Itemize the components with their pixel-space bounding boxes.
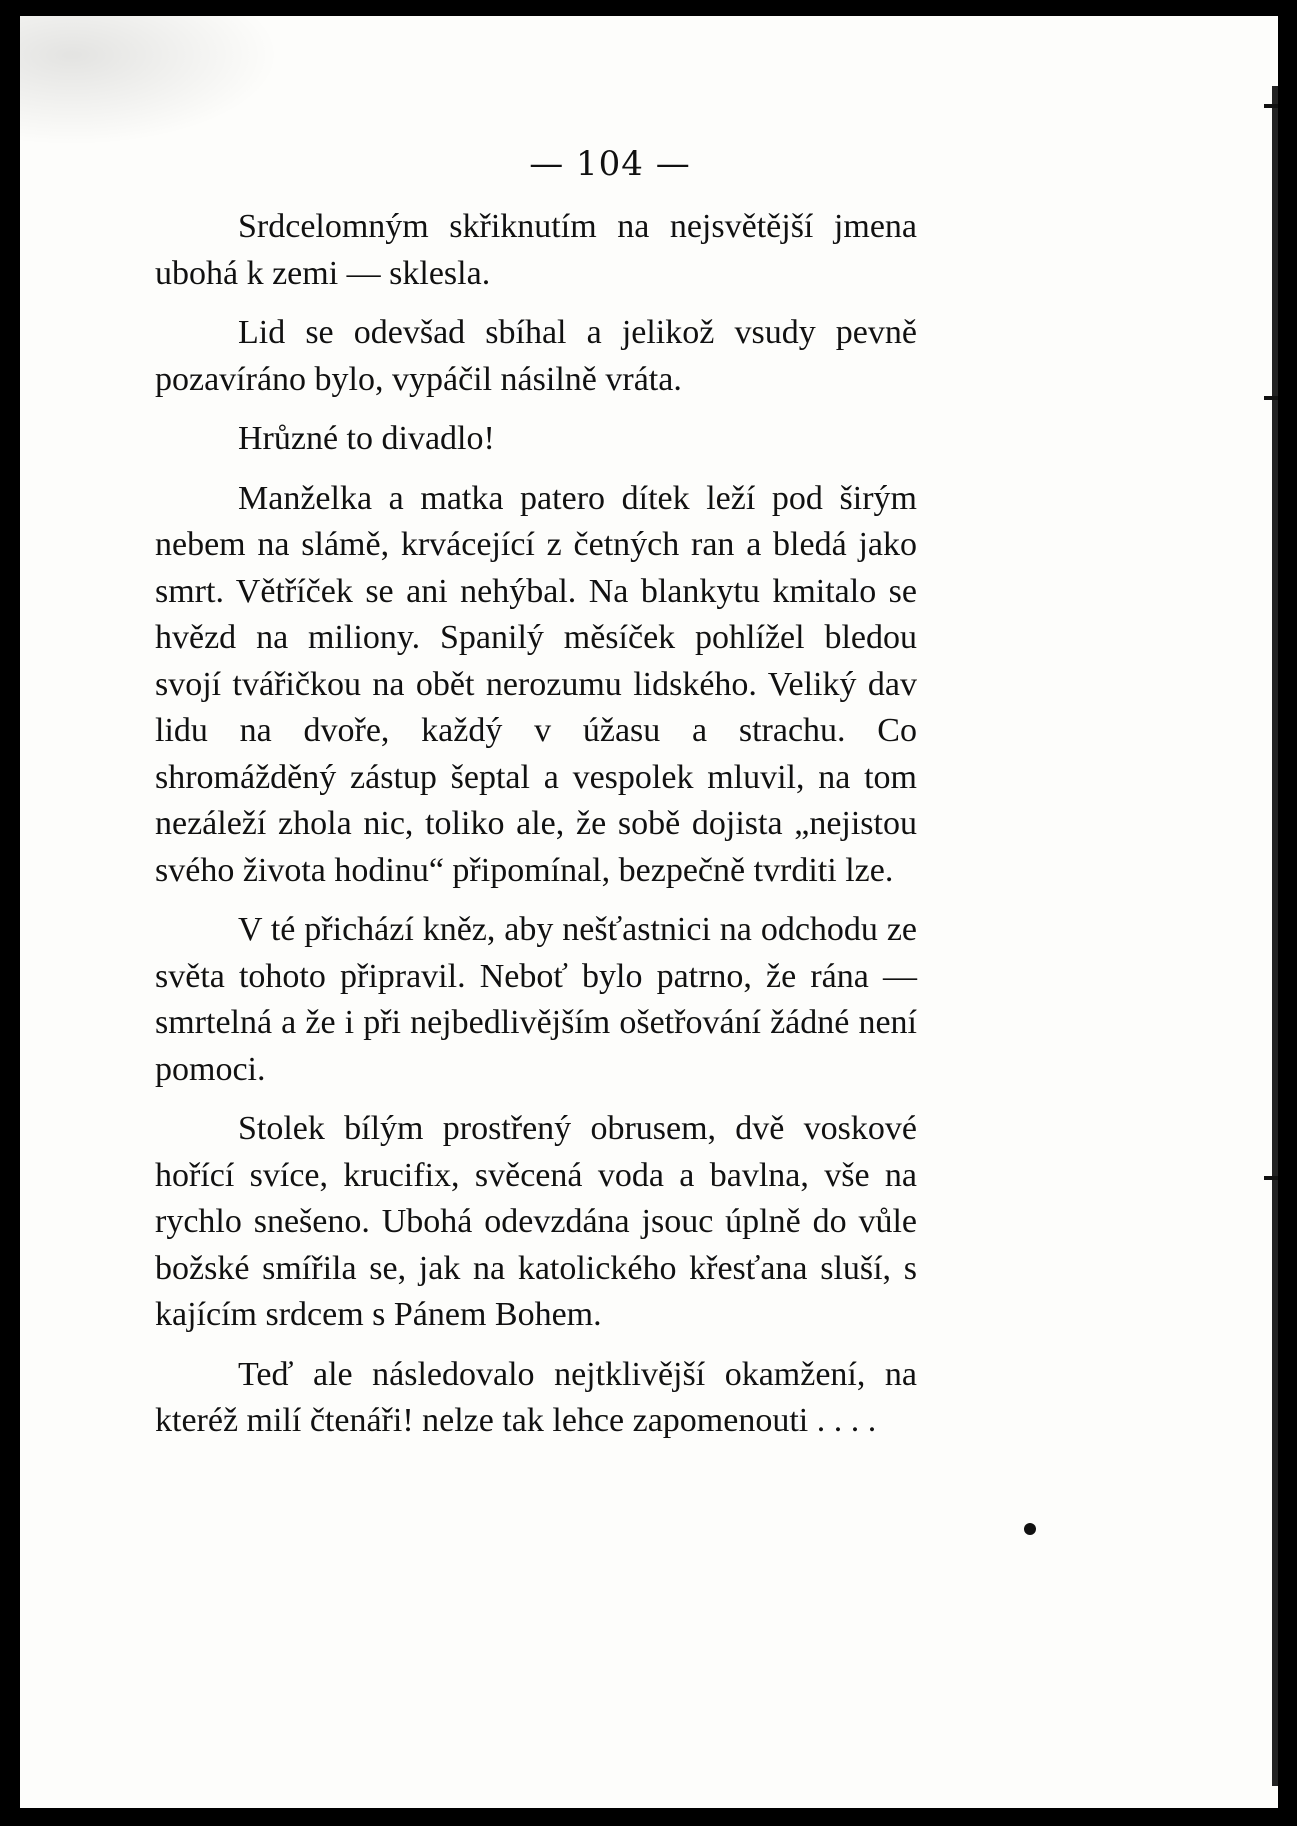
paragraph: Teď ale následovalo nejtklivější okamžení, na kteréž milí čtenáři! nelze tak lehce zapomenouti . . . . — [155, 1355, 917, 1439]
edge-mark — [1264, 396, 1278, 400]
book-page — [20, 16, 1278, 1808]
page-edge-shadow — [1272, 86, 1278, 1786]
page-number: — 104 — — [529, 144, 691, 184]
paragraph: Lid se odevšad sbíhal a jelikož vsudy pevně pozavíráno bylo, vypáčil násilně vráta. — [155, 314, 917, 398]
paragraph: Srdcelomným skřiknutím na nejsvětější jmena ubohá k zemi — sklesla. — [155, 208, 917, 292]
scan-smudge — [20, 16, 280, 146]
ink-dot — [1024, 1523, 1036, 1535]
body-text — [155, 204, 917, 1458]
paragraph: Manželka a matka patero dítek leží pod širým nebem na slámě, krvácející z četných ran a bledá jako smrt. Větříček se ani nehýbal. Na blankytu kmitalo se hvězd na miliony. Spanilý měsíček pohlížel bledou svojí tvářičkou na obět nerozumu lidského. Veliký dav lidu na dvoře, každý v úžasu a strachu. Co shromážděný zástup šeptal a vespolek mluvil, na tom nezáleží zhola nic, toliko ale, že sobě dojista „nejistou svého života hodinu“ připomínal, bezpečně tvrditi lze. — [155, 479, 917, 889]
edge-mark — [1264, 1176, 1278, 1180]
paragraph: Stolek bílým prostřený obrusem, dvě voskové hořící svíce, krucifix, svěcená voda a bavlna, vše na rychlo snešeno. Ubohá odevzdána jsouc úplně do vůle božské smířila se, jak na katolického křesťana sluší, s kajícím srdcem s Pánem Bohem. — [155, 1110, 917, 1333]
edge-mark — [1264, 104, 1278, 108]
paragraph: V té přichází kněz, aby nešťastnici na odchodu ze světa tohoto připravil. Neboť bylo patrno, že rána — smrtelná a že i při nejbedlivějším ošetřování žádné není pomoci. — [155, 911, 917, 1088]
paragraph: Hrůzné to divadlo! — [238, 420, 495, 457]
